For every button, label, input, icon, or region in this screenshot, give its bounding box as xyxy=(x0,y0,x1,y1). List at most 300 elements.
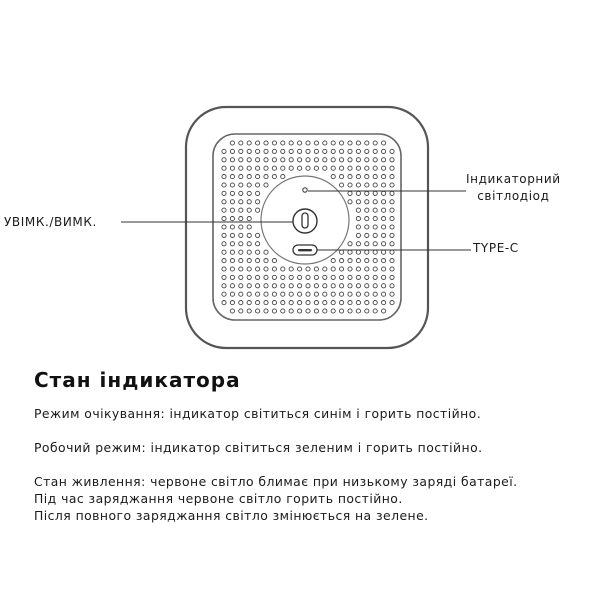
grille-hole xyxy=(390,275,394,279)
grille-hole xyxy=(314,301,318,305)
grille-hole xyxy=(390,149,394,153)
grille-hole xyxy=(222,267,226,271)
grille-hole xyxy=(222,301,226,305)
grille-hole xyxy=(356,200,360,204)
grille-hole xyxy=(390,284,394,288)
grille-hole xyxy=(239,217,243,221)
grille-hole xyxy=(340,284,344,288)
grille-hole xyxy=(365,191,369,195)
grille-hole xyxy=(314,275,318,279)
grille-hole xyxy=(365,149,369,153)
grille-hole xyxy=(239,158,243,162)
grille-hole xyxy=(230,275,234,279)
grille-hole xyxy=(348,301,352,305)
grille-hole xyxy=(323,275,327,279)
grille-hole xyxy=(382,166,386,170)
grille-hole xyxy=(373,208,377,212)
grille-hole xyxy=(247,225,251,229)
grille-hole xyxy=(390,166,394,170)
grille-hole xyxy=(306,166,310,170)
grille-hole xyxy=(356,275,360,279)
grille-hole xyxy=(230,250,234,254)
power-state-line-3: Після повного заряджання світло змінюється на зелене. xyxy=(34,508,429,523)
grille-hole xyxy=(356,267,360,271)
grille-hole xyxy=(348,309,352,313)
grille-hole xyxy=(356,233,360,237)
grille-hole xyxy=(373,301,377,305)
grille-hole xyxy=(230,284,234,288)
grille-hole xyxy=(306,158,310,162)
grille-hole xyxy=(323,267,327,271)
grille-hole xyxy=(247,275,251,279)
grille-hole xyxy=(256,242,260,246)
grille-hole xyxy=(340,292,344,296)
grille-hole xyxy=(306,275,310,279)
grille-hole xyxy=(230,267,234,271)
grille-hole xyxy=(365,166,369,170)
grille-hole xyxy=(348,200,352,204)
grille-hole xyxy=(390,217,394,221)
grille-hole xyxy=(298,267,302,271)
grille-hole xyxy=(331,149,335,153)
grille-hole xyxy=(331,158,335,162)
grille-hole xyxy=(314,158,318,162)
grille-hole xyxy=(272,301,276,305)
grille-hole xyxy=(356,259,360,263)
grille-hole xyxy=(348,175,352,179)
grille-hole xyxy=(272,259,276,263)
grille-hole xyxy=(365,183,369,187)
grille-hole xyxy=(314,292,318,296)
grille-hole xyxy=(390,183,394,187)
standby-mode-text: Режим очікування: індикатор світиться синім і горить постійно. xyxy=(34,406,482,421)
grille-hole xyxy=(382,292,386,296)
grille-hole xyxy=(281,166,285,170)
grille-hole xyxy=(230,175,234,179)
grille-hole xyxy=(382,225,386,229)
grille-hole xyxy=(382,191,386,195)
grille-hole xyxy=(264,275,268,279)
grille-hole xyxy=(230,208,234,212)
grille-hole xyxy=(365,284,369,288)
grille-hole xyxy=(247,267,251,271)
grille-hole xyxy=(247,242,251,246)
grille-hole xyxy=(373,233,377,237)
grille-hole xyxy=(281,292,285,296)
grille-hole xyxy=(356,301,360,305)
grille-hole xyxy=(230,166,234,170)
grille-hole xyxy=(365,200,369,204)
grille-hole xyxy=(331,267,335,271)
power-state-line-1: Стан живлення: червоне світло блимає при низькому заряді батареї. xyxy=(34,474,518,489)
grille-hole xyxy=(222,242,226,246)
label-led xyxy=(466,171,561,205)
grille-hole xyxy=(239,275,243,279)
grille-hole xyxy=(239,191,243,195)
power-state-line-2: Під час заряджання червоне світло горить постійно. xyxy=(34,491,403,506)
grille-hole xyxy=(272,275,276,279)
grille-hole xyxy=(256,200,260,204)
grille-hole xyxy=(239,267,243,271)
grille-hole xyxy=(289,141,293,145)
grille-hole xyxy=(390,292,394,296)
grille-hole xyxy=(373,217,377,221)
grille-hole xyxy=(356,183,360,187)
grille-hole xyxy=(331,284,335,288)
grille-hole xyxy=(356,208,360,212)
grille-hole xyxy=(356,191,360,195)
grille-hole xyxy=(264,175,268,179)
grille-hole xyxy=(365,175,369,179)
grille-hole xyxy=(365,225,369,229)
grille-hole xyxy=(373,275,377,279)
grille-hole xyxy=(365,208,369,212)
grille-hole xyxy=(382,242,386,246)
grille-hole xyxy=(289,267,293,271)
grille-hole xyxy=(340,267,344,271)
type-c-port-tongue xyxy=(298,249,312,251)
grille-hole xyxy=(289,301,293,305)
grille-hole xyxy=(382,149,386,153)
grille-hole xyxy=(348,267,352,271)
grille-hole xyxy=(298,166,302,170)
grille-hole xyxy=(356,175,360,179)
grille-hole xyxy=(373,141,377,145)
grille-hole xyxy=(331,292,335,296)
grille-hole xyxy=(298,149,302,153)
grille-hole xyxy=(264,259,268,263)
grille-hole xyxy=(306,309,310,313)
grille-hole xyxy=(365,242,369,246)
grille-hole xyxy=(331,301,335,305)
grille-hole xyxy=(373,200,377,204)
grille-hole xyxy=(272,284,276,288)
grille-hole xyxy=(222,292,226,296)
grille-hole xyxy=(256,250,260,254)
grille-hole xyxy=(373,158,377,162)
grille-hole xyxy=(256,275,260,279)
grille-hole xyxy=(256,208,260,212)
grille-hole xyxy=(323,284,327,288)
grille-hole xyxy=(298,301,302,305)
grille-hole xyxy=(373,166,377,170)
grille-hole xyxy=(356,149,360,153)
grille-hole xyxy=(356,166,360,170)
grille-hole xyxy=(230,292,234,296)
grille-hole xyxy=(281,141,285,145)
grille-hole xyxy=(222,217,226,221)
grille-hole xyxy=(323,141,327,145)
grille-hole xyxy=(373,292,377,296)
grille-hole xyxy=(356,250,360,254)
grille-hole xyxy=(281,267,285,271)
grille-hole xyxy=(373,242,377,246)
grille-hole xyxy=(247,309,251,313)
grille-hole xyxy=(306,141,310,145)
grille-hole xyxy=(272,149,276,153)
grille-hole xyxy=(382,284,386,288)
grille-hole xyxy=(230,191,234,195)
grille-hole xyxy=(323,292,327,296)
grille-hole xyxy=(272,175,276,179)
grille-hole xyxy=(230,301,234,305)
grille-hole xyxy=(239,225,243,229)
grille-hole xyxy=(247,158,251,162)
grille-hole xyxy=(348,149,352,153)
grille-hole xyxy=(272,309,276,313)
grille-hole xyxy=(298,292,302,296)
grille-hole xyxy=(382,217,386,221)
grille-hole xyxy=(356,141,360,145)
grille-hole xyxy=(382,267,386,271)
grille-hole xyxy=(289,292,293,296)
grille-hole xyxy=(230,217,234,221)
grille-hole xyxy=(230,158,234,162)
grille-hole xyxy=(230,309,234,313)
grille-hole xyxy=(365,217,369,221)
grille-hole xyxy=(272,267,276,271)
grille-hole xyxy=(356,217,360,221)
grille-hole xyxy=(348,191,352,195)
grille-hole xyxy=(264,250,268,254)
grille-hole xyxy=(382,158,386,162)
grille-hole xyxy=(314,284,318,288)
grille-hole xyxy=(247,284,251,288)
grille-hole xyxy=(264,292,268,296)
grille-hole xyxy=(323,149,327,153)
grille-hole xyxy=(390,200,394,204)
grille-hole xyxy=(247,208,251,212)
grille-hole xyxy=(239,242,243,246)
grille-hole xyxy=(247,166,251,170)
grille-hole xyxy=(247,301,251,305)
grille-hole xyxy=(365,141,369,145)
grille-hole xyxy=(382,309,386,313)
grille-hole xyxy=(306,301,310,305)
grille-hole xyxy=(289,158,293,162)
grille-hole xyxy=(390,301,394,305)
grille-hole xyxy=(323,301,327,305)
grille-hole xyxy=(390,175,394,179)
grille-hole xyxy=(390,267,394,271)
grille-hole xyxy=(222,149,226,153)
grille-hole xyxy=(340,175,344,179)
grille-hole xyxy=(256,183,260,187)
grille-hole xyxy=(340,158,344,162)
grille-hole xyxy=(365,233,369,237)
grille-hole xyxy=(247,200,251,204)
grille-hole xyxy=(298,275,302,279)
grille-hole xyxy=(323,309,327,313)
grille-hole xyxy=(373,284,377,288)
grille-hole xyxy=(306,267,310,271)
grille-hole xyxy=(289,166,293,170)
grille-hole xyxy=(281,275,285,279)
grille-hole xyxy=(365,301,369,305)
grille-hole xyxy=(239,292,243,296)
grille-hole xyxy=(239,200,243,204)
grille-hole xyxy=(272,166,276,170)
label-led-line1: Індикаторний xyxy=(466,172,561,186)
grille-hole xyxy=(331,259,335,263)
grille-hole xyxy=(222,200,226,204)
grille-hole xyxy=(382,301,386,305)
grille-hole xyxy=(298,284,302,288)
grille-hole xyxy=(382,175,386,179)
grille-hole xyxy=(281,149,285,153)
grille-hole xyxy=(239,141,243,145)
grille-hole xyxy=(230,242,234,246)
grille-hole xyxy=(390,233,394,237)
grille-hole xyxy=(331,309,335,313)
grille-hole xyxy=(281,158,285,162)
grille-hole xyxy=(256,158,260,162)
grille-hole xyxy=(314,309,318,313)
grille-hole xyxy=(314,267,318,271)
grille-hole xyxy=(340,183,344,187)
grille-hole xyxy=(348,275,352,279)
grille-hole xyxy=(256,267,260,271)
grille-hole xyxy=(272,292,276,296)
grille-hole xyxy=(348,259,352,263)
grille-hole xyxy=(230,149,234,153)
grille-hole xyxy=(373,309,377,313)
grille-hole xyxy=(390,242,394,246)
grille-hole xyxy=(222,233,226,237)
grille-hole xyxy=(264,166,268,170)
grille-hole xyxy=(298,141,302,145)
grille-hole xyxy=(247,183,251,187)
grille-hole xyxy=(264,183,268,187)
grille-hole xyxy=(356,309,360,313)
grille-hole xyxy=(256,292,260,296)
grille-hole xyxy=(340,166,344,170)
grille-hole xyxy=(230,141,234,145)
grille-hole xyxy=(365,250,369,254)
grille-hole xyxy=(390,191,394,195)
grille-hole xyxy=(340,141,344,145)
grille-hole xyxy=(373,259,377,263)
grille-hole xyxy=(247,233,251,237)
grille-hole xyxy=(264,158,268,162)
grille-hole xyxy=(331,175,335,179)
grille-hole xyxy=(382,183,386,187)
grille-hole xyxy=(289,284,293,288)
grille-hole xyxy=(390,208,394,212)
grille-hole xyxy=(239,183,243,187)
grille-hole xyxy=(281,309,285,313)
grille-hole xyxy=(222,208,226,212)
section-title: Стан індикатора xyxy=(34,368,241,392)
grille-hole xyxy=(264,284,268,288)
grille-hole xyxy=(373,225,377,229)
grille-hole xyxy=(222,183,226,187)
grille-hole xyxy=(222,275,226,279)
grille-hole xyxy=(230,183,234,187)
grille-hole xyxy=(256,149,260,153)
grille-hole xyxy=(247,141,251,145)
grille-hole xyxy=(382,200,386,204)
grille-hole xyxy=(340,301,344,305)
grille-hole xyxy=(239,250,243,254)
grille-hole xyxy=(256,191,260,195)
grille-hole xyxy=(256,233,260,237)
label-power-button: УВІМК./ВИМК. xyxy=(4,215,97,229)
grille-hole xyxy=(230,259,234,263)
grille-hole xyxy=(356,284,360,288)
grille-hole xyxy=(289,149,293,153)
grille-hole xyxy=(239,284,243,288)
label-led-line2: світлодіод xyxy=(477,189,550,203)
grille-hole xyxy=(272,141,276,145)
grille-hole xyxy=(281,284,285,288)
grille-hole xyxy=(230,200,234,204)
grille-hole xyxy=(239,149,243,153)
grille-hole xyxy=(314,149,318,153)
grille-hole xyxy=(306,149,310,153)
grille-hole xyxy=(373,267,377,271)
grille-hole xyxy=(356,158,360,162)
grille-hole xyxy=(382,233,386,237)
grille-hole xyxy=(306,292,310,296)
grille-hole xyxy=(314,166,318,170)
grille-hole xyxy=(390,259,394,263)
grille-hole xyxy=(289,309,293,313)
grille-hole xyxy=(222,259,226,263)
grille-hole xyxy=(382,208,386,212)
grille-hole xyxy=(348,284,352,288)
grille-hole xyxy=(323,158,327,162)
grille-hole xyxy=(222,158,226,162)
grille-hole xyxy=(264,267,268,271)
grille-hole xyxy=(373,191,377,195)
grille-hole xyxy=(264,149,268,153)
grille-hole xyxy=(256,284,260,288)
grille-hole xyxy=(289,275,293,279)
grille-hole xyxy=(382,250,386,254)
grille-hole xyxy=(348,242,352,246)
grille-hole xyxy=(256,141,260,145)
grille-hole xyxy=(222,166,226,170)
grille-hole xyxy=(356,242,360,246)
grille-hole xyxy=(222,250,226,254)
grille-hole xyxy=(365,259,369,263)
grille-hole xyxy=(390,158,394,162)
grille-hole xyxy=(247,259,251,263)
grille-hole xyxy=(382,259,386,263)
grille-hole xyxy=(390,250,394,254)
grille-hole xyxy=(222,175,226,179)
grille-hole xyxy=(281,175,285,179)
grille-hole xyxy=(365,275,369,279)
grille-hole xyxy=(390,225,394,229)
grille-hole xyxy=(365,267,369,271)
grille-hole xyxy=(314,141,318,145)
grille-hole xyxy=(256,301,260,305)
working-mode-text: Робочий режим: індикатор світиться зеленим і горить постійно. xyxy=(34,440,483,455)
grille-hole xyxy=(340,250,344,254)
grille-hole xyxy=(264,309,268,313)
grille-hole xyxy=(382,275,386,279)
grille-hole xyxy=(340,259,344,263)
grille-hole xyxy=(247,191,251,195)
grille-hole xyxy=(365,309,369,313)
grille-hole xyxy=(340,309,344,313)
grille-hole xyxy=(256,166,260,170)
grille-hole xyxy=(247,292,251,296)
grille-hole xyxy=(331,166,335,170)
grille-hole xyxy=(239,166,243,170)
